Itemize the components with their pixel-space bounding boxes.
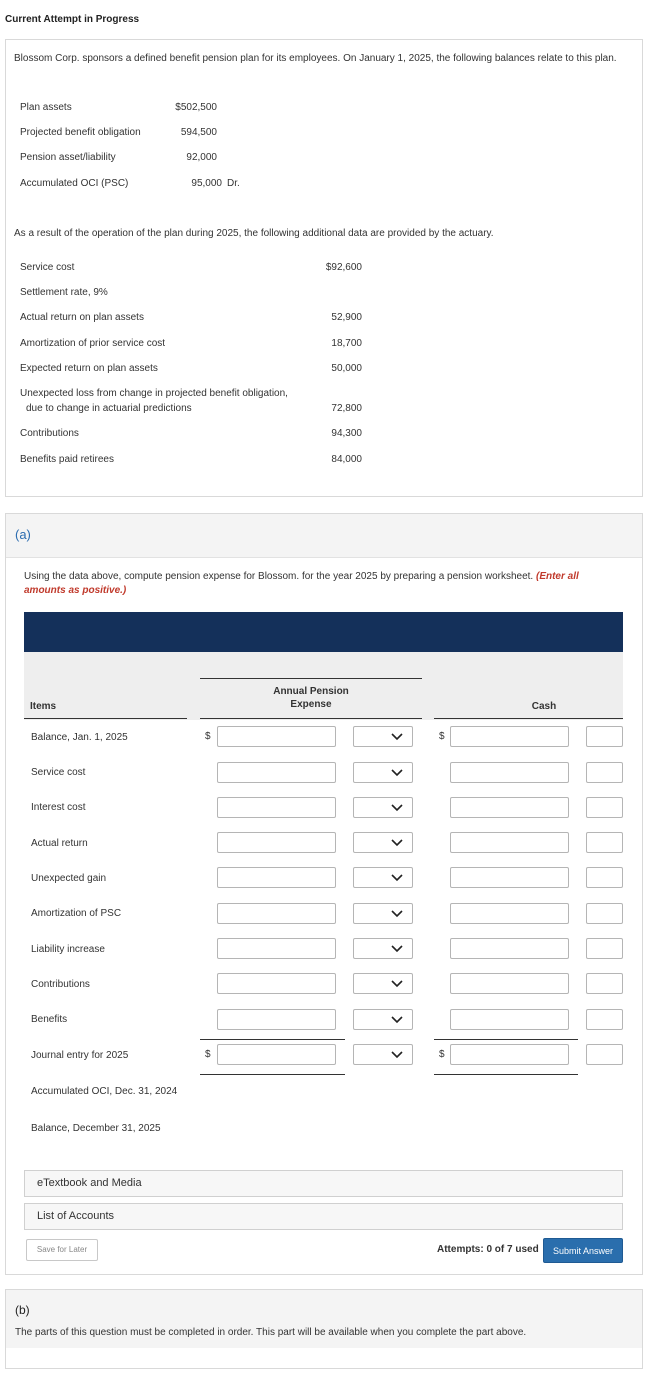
chevron-down-icon	[390, 944, 404, 954]
annual-pension-expense-input[interactable]	[217, 938, 336, 959]
actuary-label: Settlement rate, 9%	[20, 287, 108, 298]
cash-input[interactable]	[450, 797, 569, 818]
balance-label: Plan assets	[20, 102, 72, 113]
instruction-note: (Enter all amounts as positive.)	[24, 571, 579, 596]
row-label: Accumulated OCI, Dec. 31, 2024	[31, 1086, 178, 1097]
row-label: Unexpected gain	[31, 873, 107, 884]
total-rule	[434, 1039, 578, 1040]
chevron-down-icon	[390, 1015, 404, 1025]
annual-pension-expense-input[interactable]	[217, 726, 336, 747]
list-of-accounts-button[interactable]: List of Accounts	[24, 1203, 623, 1230]
column-rule	[200, 678, 422, 679]
balance-value: 594,500	[180, 127, 217, 138]
part-b-text: The parts of this question must be completed in order. This part will be available when you complete the part above.	[15, 1327, 527, 1338]
row-label: Contributions	[31, 979, 90, 990]
next-column-input[interactable]	[586, 973, 623, 994]
annual-pension-expense-input[interactable]	[217, 1009, 336, 1030]
annual-pension-expense-input[interactable]	[217, 867, 336, 888]
annual-pension-expense-input[interactable]	[217, 797, 336, 818]
dr-cr-select[interactable]	[353, 938, 413, 959]
row-label: Interest cost	[31, 802, 86, 813]
chevron-down-icon	[390, 838, 404, 848]
next-column-input[interactable]	[586, 797, 623, 818]
dollar-sign: $	[439, 1049, 445, 1060]
actuary-label: Unexpected loss from change in projected benefit obligation,	[20, 388, 288, 399]
actuary-label: Service cost	[20, 262, 75, 273]
page-header-title: Current Attempt in Progress	[5, 14, 140, 25]
balance-value: 95,000	[191, 178, 222, 189]
row-label: Benefits	[31, 1014, 68, 1025]
balance-label: Pension asset/liability	[20, 152, 116, 163]
dollar-sign: $	[439, 731, 445, 742]
column-items: Items	[30, 701, 57, 712]
next-column-input[interactable]	[586, 1044, 623, 1065]
dr-cr-select[interactable]	[353, 762, 413, 783]
column-annual-pension-expense: Annual Pension Expense	[273, 686, 349, 710]
row-label: Service cost	[31, 767, 86, 778]
attempts-counter: Attempts: 0 of 7 used	[437, 1244, 539, 1255]
etextbook-button[interactable]: eTextbook and Media	[24, 1170, 623, 1197]
part-a-instruction: Using the data above, compute pension expense for Blossom. for the year 2025 by preparing a pension worksheet. (Enter all amounts as positive.)	[24, 571, 579, 596]
part-b-label: (b)	[15, 1303, 30, 1317]
actuary-value: $92,600	[325, 262, 362, 273]
worksheet-header-bar	[24, 612, 623, 652]
dr-cr-select[interactable]	[353, 797, 413, 818]
actuary-label: Actual return on plan assets	[20, 312, 144, 323]
cash-input[interactable]	[450, 938, 569, 959]
actuary-value: 94,300	[331, 428, 362, 439]
annual-pension-expense-input[interactable]	[217, 832, 336, 853]
chevron-down-icon	[390, 768, 404, 778]
submit-answer-button[interactable]: Submit Answer	[543, 1238, 623, 1263]
part-a-label: (a)	[15, 527, 31, 542]
actuary-label: Amortization of prior service cost	[20, 338, 166, 349]
cash-input[interactable]	[450, 762, 569, 783]
column-rule	[24, 718, 187, 719]
next-column-input[interactable]	[586, 726, 623, 747]
actuary-intro: As a result of the operation of the plan during 2025, the following additional data are provided by the actuary.	[14, 228, 494, 239]
total-rule	[434, 1074, 578, 1075]
row-label: Balance, Jan. 1, 2025	[31, 732, 128, 743]
annual-pension-expense-input[interactable]	[217, 973, 336, 994]
dr-cr-select[interactable]	[353, 832, 413, 853]
annual-pension-expense-input[interactable]	[217, 762, 336, 783]
chevron-down-icon	[390, 803, 404, 813]
cash-input[interactable]	[450, 726, 569, 747]
actuary-value: 52,900	[331, 312, 362, 323]
row-label: Liability increase	[31, 944, 105, 955]
dr-cr-select[interactable]	[353, 867, 413, 888]
balance-label: Projected benefit obligation	[20, 127, 141, 138]
dollar-sign: $	[205, 1049, 211, 1060]
next-column-input[interactable]	[586, 938, 623, 959]
dr-cr-select[interactable]	[353, 726, 413, 747]
cash-input[interactable]	[450, 973, 569, 994]
actuary-value: 84,000	[331, 454, 362, 465]
annual-pension-expense-input[interactable]	[217, 903, 336, 924]
total-rule	[200, 1039, 345, 1040]
next-column-input[interactable]	[586, 762, 623, 783]
dr-cr-select[interactable]	[353, 1009, 413, 1030]
chevron-down-icon	[390, 909, 404, 919]
chevron-down-icon	[390, 873, 404, 883]
cash-input[interactable]	[450, 1009, 569, 1030]
actuary-label: Expected return on plan assets	[20, 363, 158, 374]
cash-input[interactable]	[450, 1044, 569, 1065]
row-label: Amortization of PSC	[31, 908, 122, 919]
actuary-label: Contributions	[20, 428, 79, 439]
chevron-down-icon	[390, 1050, 404, 1060]
row-label: Balance, December 31, 2025	[31, 1123, 161, 1134]
actuary-value: 72,800	[331, 403, 362, 414]
cash-input[interactable]	[450, 832, 569, 853]
column-cash: Cash	[531, 701, 557, 712]
next-column-input[interactable]	[586, 867, 623, 888]
actuary-label: Benefits paid retirees	[20, 454, 114, 465]
row-label: Journal entry for 2025	[31, 1050, 129, 1061]
actuary-value: 18,700	[331, 338, 362, 349]
next-column-input[interactable]	[586, 903, 623, 924]
balance-value: 92,000	[186, 152, 217, 163]
annual-pension-expense-input[interactable]	[217, 1044, 336, 1065]
actuary-label-cont: due to change in actuarial predictions	[26, 403, 192, 414]
problem-intro: Blossom Corp. sponsors a defined benefit pension plan for its employees. On January 1, 2025, the following balances relate to this plan.	[14, 53, 617, 64]
dr-cr-select[interactable]	[353, 903, 413, 924]
cash-input[interactable]	[450, 867, 569, 888]
next-column-input[interactable]	[586, 832, 623, 853]
total-rule	[200, 1074, 345, 1075]
balance-value: $502,500	[175, 102, 217, 113]
balance-label: Accumulated OCI (PSC)	[20, 178, 129, 189]
actuary-value: 50,000	[331, 363, 362, 374]
column-rule	[200, 718, 422, 719]
column-rule	[434, 718, 623, 719]
chevron-down-icon	[390, 732, 404, 742]
balance-suffix: Dr.	[227, 178, 240, 189]
dr-cr-select[interactable]	[353, 973, 413, 994]
row-label: Actual return	[31, 838, 88, 849]
dr-cr-select[interactable]	[353, 1044, 413, 1065]
save-for-later-button[interactable]: Save for Later	[26, 1239, 98, 1261]
dollar-sign: $	[205, 731, 211, 742]
chevron-down-icon	[390, 979, 404, 989]
next-column-input[interactable]	[586, 1009, 623, 1030]
cash-input[interactable]	[450, 903, 569, 924]
